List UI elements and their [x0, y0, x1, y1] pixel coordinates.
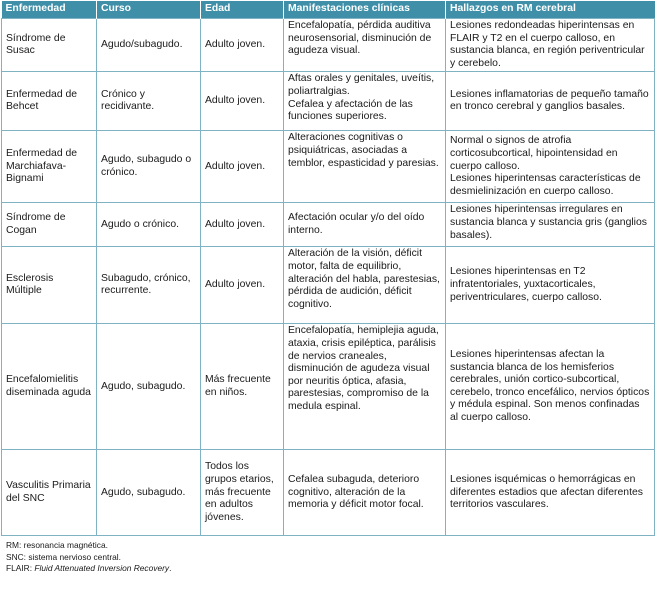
cell-paragraph: Lesiones redondeadas hiperintensas en FLAIR y T2 en el cuerpo calloso, en sustancia blanca, en región periventricular y cerebelo. [450, 20, 645, 69]
cell-mri [446, 203, 655, 247]
header-mri: Hallazgos en RM cerebral [446, 1, 655, 19]
cell-age: Todos los grupos etarios, más frecuente en adultos jóvenes. [201, 450, 284, 536]
cell-paragraph: Cefalea y afectación de las funciones superiores. [288, 98, 413, 123]
cell-paragraph: Alteraciones cognitivas o psiquiátricas, asociadas a temblor, espasticidad y paresias. [288, 132, 439, 169]
header-age: Edad [201, 1, 284, 19]
cell-age: Adulto joven. [201, 131, 284, 203]
header-disease: Enfermedad [2, 1, 97, 19]
cell-clinical [284, 324, 446, 450]
cell-paragraph: Lesiones hiperintensas en T2 infratentoriales, yuxtacorticales, periventriculares, cuerpo calloso. [450, 266, 602, 303]
footnote-flair [6, 563, 654, 574]
cell-age: Adulto joven. [201, 247, 284, 324]
cell-mri [446, 324, 655, 450]
table-row [2, 203, 655, 247]
cell-paragraph: Normal o signos de atrofia corticosubcortical, hipointensidad en cuerpo calloso. [450, 135, 618, 172]
cell-paragraph: Lesiones hiperintensas características de desmielinización en cuerpo calloso. [450, 173, 641, 197]
cell-paragraph: Encefalopatía, pérdida auditiva neurosensorial, disminución de agudeza visual. [288, 20, 432, 57]
cell-clinical [284, 247, 446, 324]
table-row [2, 324, 655, 450]
cell-clinical [284, 203, 446, 247]
cell-age: Más frecuente en niños. [201, 324, 284, 450]
cell-disease: Síndrome de Susac [2, 19, 97, 72]
cell-disease: Encefalomielitis diseminada aguda [2, 324, 97, 450]
table-row [2, 131, 655, 203]
header-clinical: Manifestaciones clínicas [284, 1, 446, 19]
cell-age: Adulto joven. [201, 203, 284, 247]
cell-clinical [284, 450, 446, 536]
cell-paragraph: Lesiones hiperintensas irregulares en sustancia blanca y sustancia gris (ganglios basales). [450, 204, 647, 241]
footnote-flair-prefix: FLAIR: [6, 563, 35, 574]
cell-disease: Enfermedad de Behcet [2, 72, 97, 131]
cell-paragraph: Lesiones isquémicas o hemorrágicas en diferentes estadios que afectan diferentes territorios vasculares. [450, 473, 643, 511]
diseases-table [1, 1, 655, 536]
cell-age: Adulto joven. [201, 72, 284, 131]
table-body [2, 19, 655, 536]
footnotes [1, 540, 654, 574]
cell-mri [446, 247, 655, 324]
cell-disease: Vasculitis Primaria del SNC [2, 450, 97, 536]
header-course: Curso [97, 1, 201, 19]
cell-mri [446, 19, 655, 72]
cell-disease: Enfermedad de Marchiafava-Bignami [2, 131, 97, 203]
table-row [2, 450, 655, 536]
cell-paragraph: Cefalea subaguda, deterioro cognitivo, alteración de la memoria y déficit motor focal. [288, 473, 424, 511]
table-header-row [2, 1, 655, 19]
cell-paragraph: Alteración de la visión, déficit motor, falta de equilibrio, alteración del habla, parestesias, pérdida de audición, déficit cognitivo. [288, 248, 440, 310]
cell-clinical [284, 72, 446, 131]
cell-course: Agudo o crónico. [97, 203, 201, 247]
table-wrapper [1, 1, 654, 575]
table-row [2, 19, 655, 72]
footnote-snc: SNC: sistema nervioso central. [6, 551, 121, 562]
cell-course: Agudo/subagudo. [97, 19, 201, 72]
cell-paragraph: Afectación ocular y/o del oído interno. [288, 212, 425, 236]
cell-course: Agudo, subagudo. [97, 324, 201, 450]
cell-paragraph: Lesiones inflamatorias de pequeño tamaño en tronco cerebral y ganglios basales. [450, 88, 649, 113]
cell-paragraph: Encefalopatía, hemiplejia aguda, ataxia, crisis epiléptica, parálisis de nervios craneales, disminución de agudeza visual por neuritis óptica, afasia, parestesias, compromiso de la medula espinal. [288, 325, 439, 412]
cell-course: Subagudo, crónico, recurrente. [97, 247, 201, 324]
cell-course: Agudo, subagudo. [97, 450, 201, 536]
cell-paragraph: Lesiones hiperintensas afectan la sustancia blanca de los hemisferios cerebrales, unión cortico-subcortical, cerebelo, tronco encefálico, nervios ópticos y médula espinal. Son menos confinadas al cuerpo calloso. [450, 349, 650, 424]
footnote-flair-suffix: . [169, 563, 172, 574]
footnote-flair-term: Fluid Attenuated Inversion Recovery [34, 563, 170, 574]
cell-mri [446, 450, 655, 536]
cell-course: Agudo, subagudo o crónico. [97, 131, 201, 203]
cell-disease: Síndrome de Cogan [2, 203, 97, 247]
cell-clinical [284, 19, 446, 72]
cell-age: Adulto joven. [201, 19, 284, 72]
cell-paragraph: Aftas orales y genitales, uveítis, poliartralgias. [288, 73, 435, 97]
cell-course: Crónico y recidivante. [97, 72, 201, 131]
cell-mri [446, 72, 655, 131]
cell-mri [446, 131, 655, 203]
table-row [2, 247, 655, 324]
cell-disease: Esclerosis Múltiple [2, 247, 97, 324]
cell-clinical [284, 131, 446, 203]
footnote-rm: RM: resonancia magnética. [6, 540, 108, 551]
table-row [2, 72, 655, 131]
